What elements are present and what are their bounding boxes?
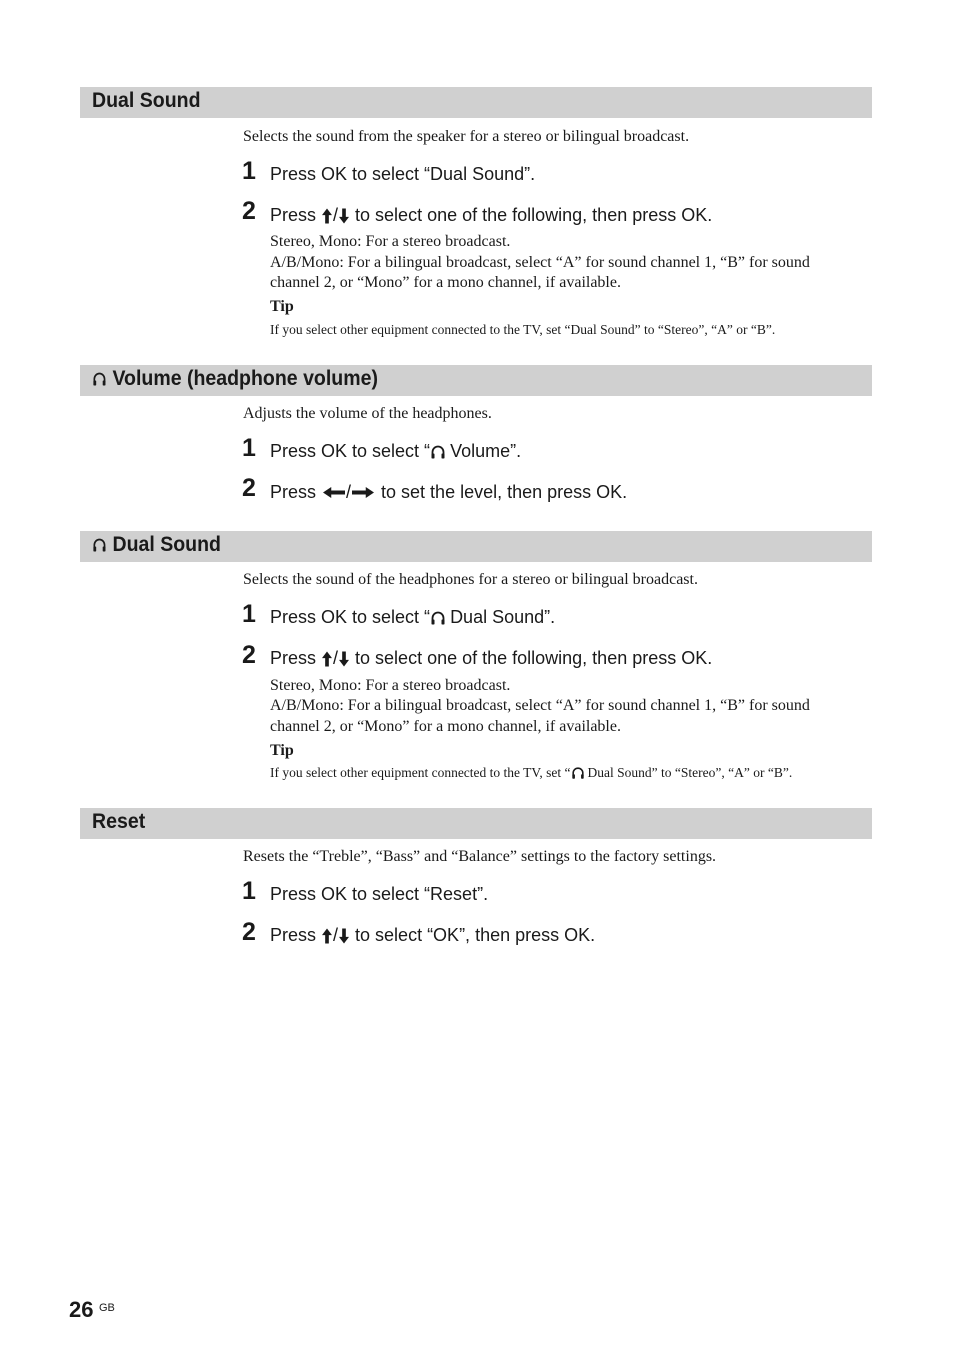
step-text-pre: Press — [270, 482, 317, 502]
step-number: 1 — [242, 434, 256, 462]
section-header-headphone-dual-sound — [80, 531, 872, 562]
section-description: Resets the “Treble”, “Bass” and “Balance” settings to the factory settings. — [243, 848, 717, 865]
section-title: Dual Sound — [112, 533, 221, 556]
step-text-post: to set the level, then press OK. — [381, 482, 628, 502]
step-text-post: to select one of the following, then press OK. — [355, 205, 713, 225]
step-number: 1 — [242, 877, 256, 905]
section-description: Selects the sound from the speaker for a stereo or bilingual broadcast. — [243, 128, 690, 145]
step-text-post: to select “OK”, then press OK. — [355, 925, 596, 945]
step-text-pre: Press OK to select “ — [270, 441, 431, 461]
step-text-post: Volume”. — [450, 441, 522, 461]
step-instruction — [270, 441, 521, 462]
step-number: 2 — [242, 474, 256, 502]
step-instruction — [270, 925, 595, 946]
option-item: Stereo, Mono: For a stereo broadcast. — [270, 233, 511, 250]
headphone-icon — [430, 610, 446, 626]
tip-text-post: Dual Sound” to “Stereo”, “A” or “B”. — [587, 765, 793, 780]
section-header-reset — [80, 808, 872, 839]
step-instruction — [270, 607, 555, 628]
up-down-arrow-icon: / — [322, 205, 349, 226]
headphone-icon — [571, 766, 585, 780]
step-text-pre: Press — [270, 925, 317, 945]
page-region-code: GB — [99, 1302, 115, 1314]
section-title: Volume (headphone volume) — [112, 367, 378, 390]
headphone-icon — [92, 537, 107, 553]
step-text-post: to select one of the following, then press OK. — [355, 648, 713, 668]
step-instruction — [270, 482, 627, 503]
section-header-headphone-volume — [80, 365, 872, 396]
step-instruction: Press OK to select “Reset”. — [270, 884, 489, 904]
section-header-dual-sound — [80, 87, 872, 118]
tip-text: If you select other equipment connected to the TV, set “Dual Sound” to “Stereo”, “A” or “B”. — [270, 322, 776, 337]
section-title: Dual Sound — [92, 89, 201, 112]
left-right-arrow-icon: / — [323, 482, 374, 503]
step-number: 2 — [242, 641, 256, 669]
headphone-icon — [92, 371, 107, 387]
step-text-post: Dual Sound”. — [450, 607, 556, 627]
tip-text — [270, 765, 792, 781]
section-description: Selects the sound of the headphones for a stereo or bilingual broadcast. — [243, 571, 698, 588]
step-number: 2 — [242, 197, 256, 225]
step-text-pre: Press — [270, 648, 317, 668]
section-description: Adjusts the volume of the headphones. — [243, 405, 492, 422]
step-number: 2 — [242, 918, 256, 946]
step-text-pre: Press OK to select “ — [270, 607, 431, 627]
option-item: Stereo, Mono: For a stereo broadcast. — [270, 677, 511, 694]
step-instruction — [270, 648, 712, 669]
tip-label: Tip — [270, 742, 294, 759]
step-instruction: Press OK to select “Dual Sound”. — [270, 164, 536, 184]
step-text-pre: Press — [270, 205, 317, 225]
headphone-icon — [430, 444, 446, 460]
step-instruction — [270, 205, 712, 226]
page-number: 26 — [69, 1297, 94, 1322]
up-down-arrow-icon: / — [322, 925, 349, 946]
tip-label: Tip — [270, 298, 294, 315]
option-item: A/B/Mono: For a bilingual broadcast, select “A” for sound channel 1, “B” for sound channel 2, or “Mono” for a mono channel, if available. — [270, 253, 810, 291]
tip-text-pre: If you select other equipment connected to the TV, set “ — [270, 765, 571, 780]
option-item: A/B/Mono: For a bilingual broadcast, select “A” for sound channel 1, “B” for sound channel 2, or “Mono” for a mono channel, if available. — [270, 697, 810, 735]
up-down-arrow-icon: / — [322, 648, 349, 669]
step-number: 1 — [242, 600, 256, 628]
step-number: 1 — [242, 157, 256, 185]
section-title: Reset — [92, 810, 146, 833]
